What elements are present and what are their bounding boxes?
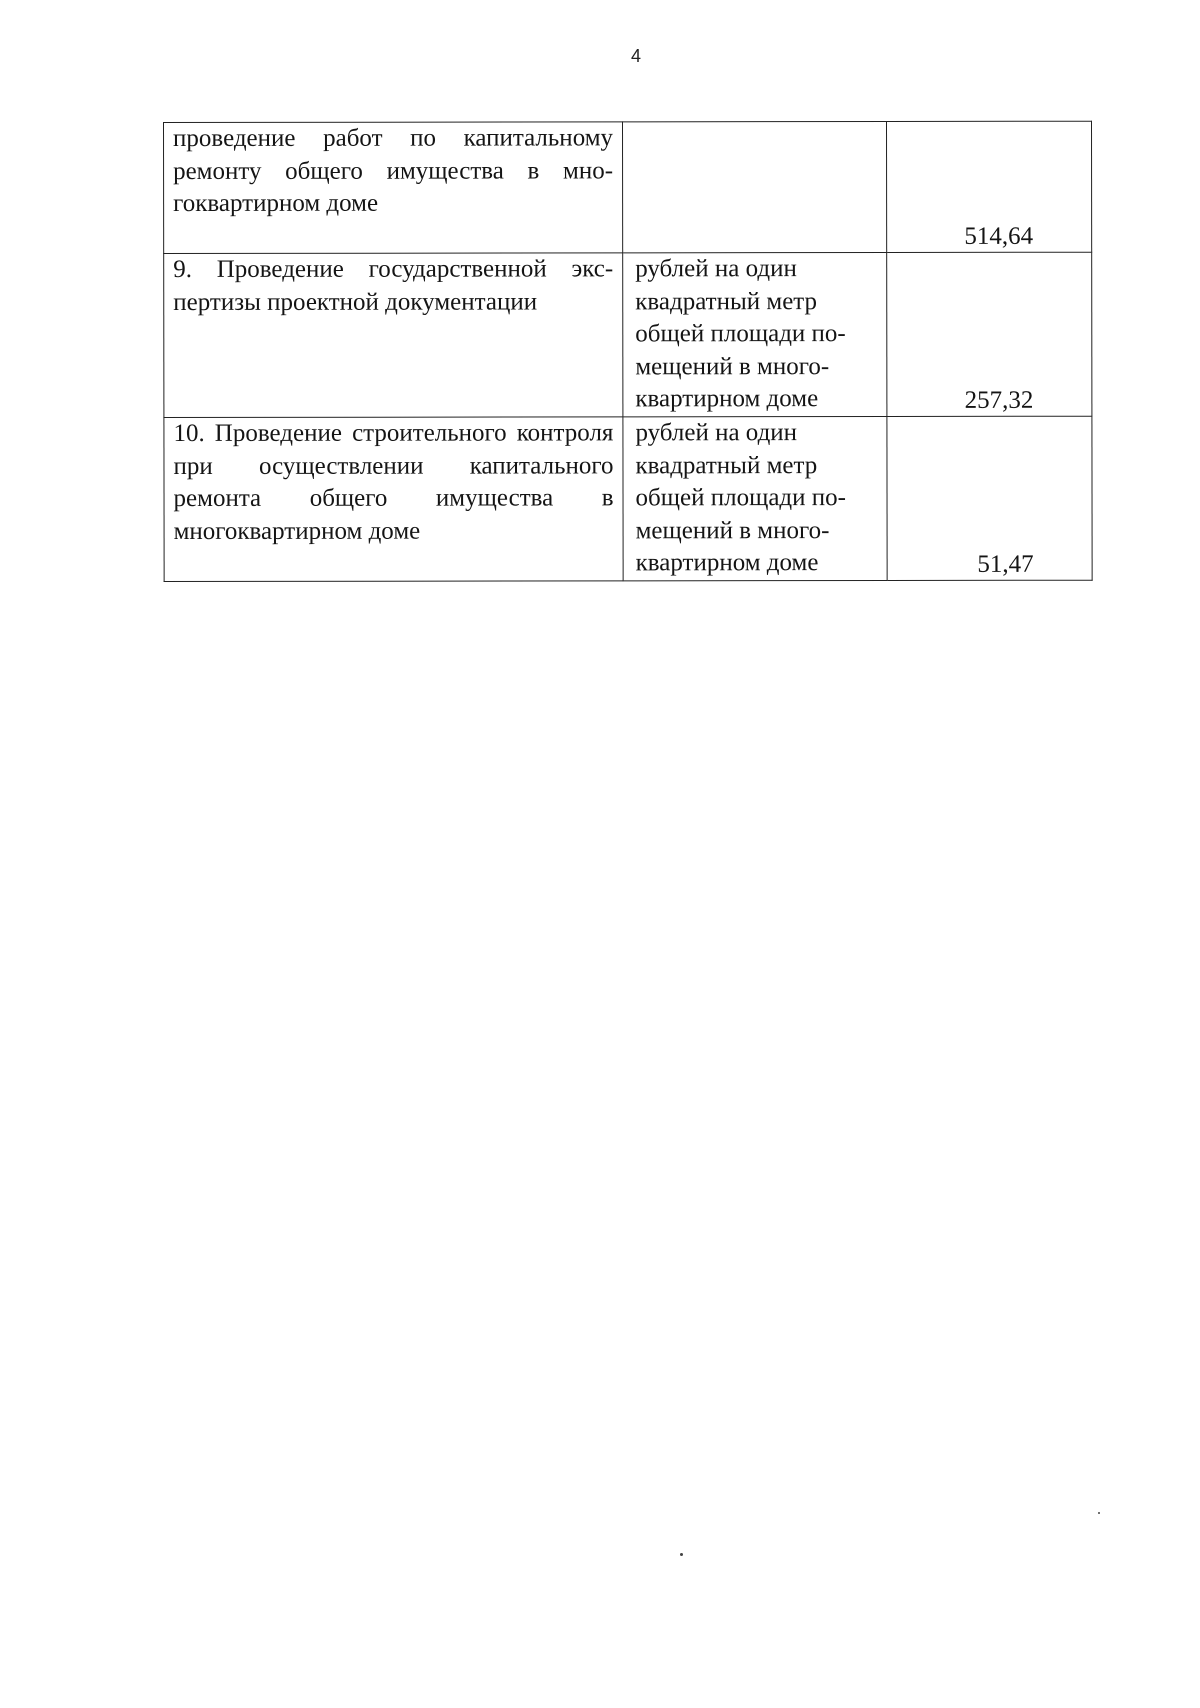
page-number: 4: [630, 46, 641, 66]
row-value: 51,47: [887, 416, 1092, 580]
table-row: [164, 121, 1092, 253]
row-unit: [623, 121, 887, 252]
row-description: 10. Проведение строительного контроля при осуществлении капитального ремонта общего имущества в многоквартирном доме: [164, 417, 623, 582]
row-description: проведение работ по капитальному ремонту общего имущества в многоквартирном доме: [164, 122, 623, 254]
tariff-table: [163, 121, 1093, 582]
table-row: [164, 252, 1092, 417]
scan-speck: [680, 1553, 683, 1556]
row-value: 257,32: [887, 252, 1092, 416]
scan-speck: [1098, 1512, 1100, 1514]
row-unit: рублей на один квадратный метр общей площади помещений в многоквартирном доме: [623, 416, 887, 580]
table-row: [164, 416, 1092, 581]
row-unit: рублей на один квадратный метр общей площади помещений в многоквартирном доме: [623, 252, 887, 416]
row-description: 9. Проведение государственной экспертизы проектной документации: [164, 253, 623, 418]
row-value: 514,64: [887, 121, 1092, 252]
